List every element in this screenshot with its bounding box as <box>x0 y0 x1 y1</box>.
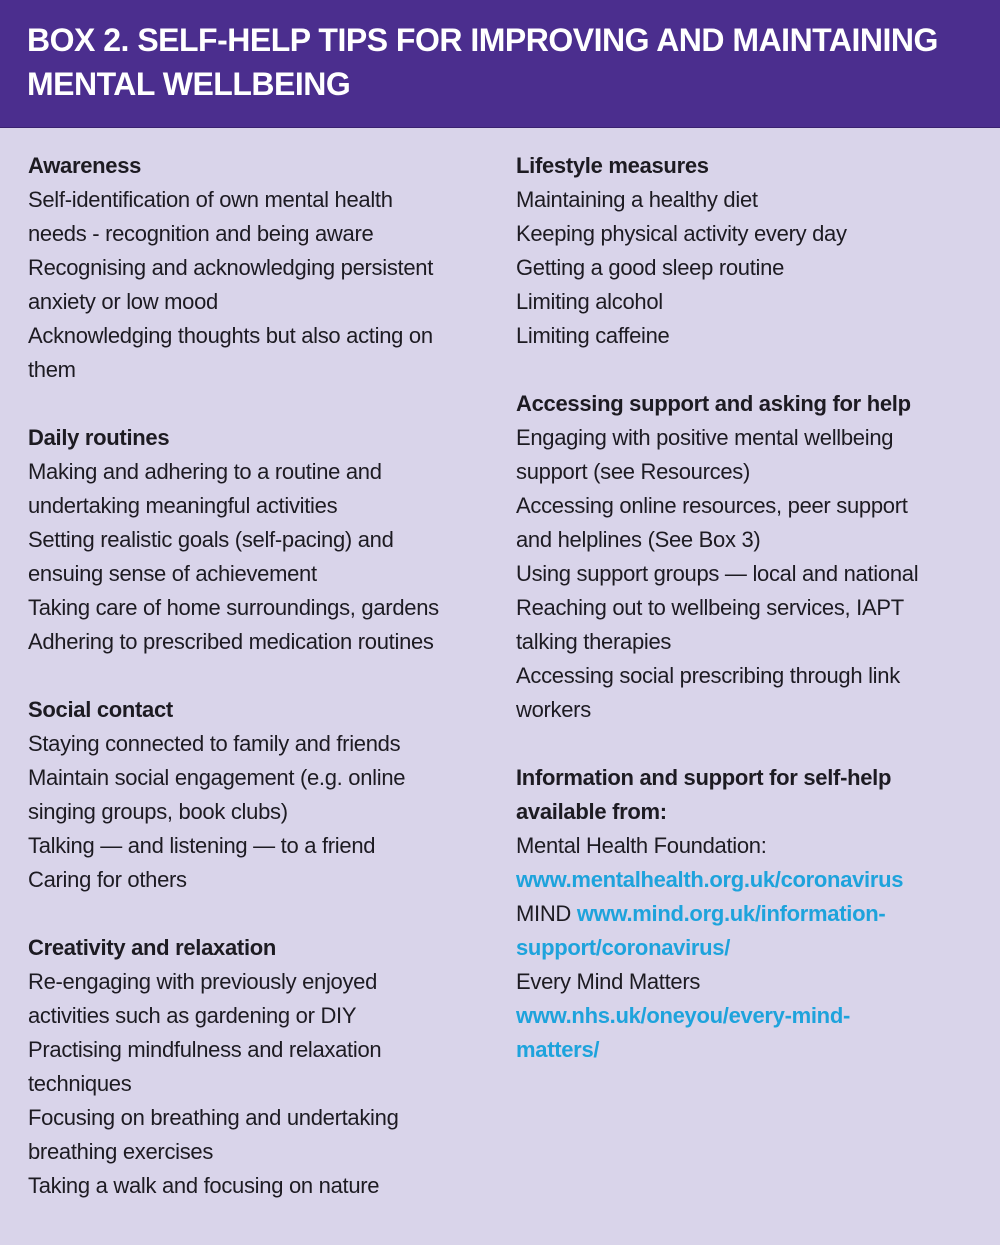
section-heading: Creativity and relaxation <box>28 935 277 960</box>
list-item <box>516 659 986 727</box>
list-item <box>516 285 986 319</box>
section <box>28 149 498 387</box>
info-line <box>516 1033 986 1067</box>
info-line <box>516 829 986 863</box>
info-line <box>516 863 986 897</box>
info-line <box>516 897 986 931</box>
list-item <box>28 863 498 897</box>
list-item-line: Maintaining a healthy diet <box>516 187 758 212</box>
list-item <box>28 727 498 761</box>
list-item-line: Adhering to prescribed medication routines <box>28 629 434 654</box>
list-item <box>516 217 986 251</box>
list-item-line: them <box>28 357 76 382</box>
info-line <box>516 999 986 1033</box>
resource-link[interactable]: www.mind.org.uk/information- <box>576 901 886 926</box>
list-item-line: Self-identification of own mental health <box>28 187 393 212</box>
list-item <box>516 319 986 353</box>
list-item-line: Maintain social engagement (e.g. online <box>28 765 406 790</box>
resource-link[interactable]: www.nhs.uk/oneyou/every-mind- <box>516 1003 850 1028</box>
list-item-line: ensuing sense of achievement <box>28 561 317 586</box>
list-item <box>28 523 498 591</box>
list-item-line: undertaking meaningful activities <box>28 493 338 518</box>
info-text: Mental Health Foundation: <box>516 833 767 858</box>
list-item-line: Staying connected to family and friends <box>28 731 401 756</box>
resource-link[interactable]: support/coronavirus/ <box>516 935 731 960</box>
box-title <box>27 18 987 106</box>
section-heading: Awareness <box>28 153 142 178</box>
list-item <box>516 557 986 591</box>
list-item-line: anxiety or low mood <box>28 289 218 314</box>
list-item <box>28 965 498 1033</box>
list-item-line: Re-engaging with previously enjoyed <box>28 969 378 994</box>
list-item-line: Practising mindfulness and relaxation <box>28 1037 382 1062</box>
list-item-line: talking therapies <box>516 629 672 654</box>
section-heading: Information and support for self-help <box>516 765 892 790</box>
list-item-line: Reaching out to wellbeing services, IAPT <box>516 595 904 620</box>
list-item <box>516 591 986 659</box>
list-item-line: Focusing on breathing and undertaking <box>28 1105 399 1130</box>
list-item-line: Taking a walk and focusing on nature <box>28 1173 380 1198</box>
list-item <box>516 489 986 557</box>
section-heading: Social contact <box>28 697 173 722</box>
section <box>516 149 986 353</box>
list-item <box>28 319 498 387</box>
info-text: MIND <box>516 901 577 926</box>
list-item-line: Talking — and listening — to a friend <box>28 833 376 858</box>
resource-link[interactable]: www.mentalhealth.org.uk/coronavirus <box>516 867 904 892</box>
section-heading: available from: <box>516 799 667 824</box>
list-item-line: support (see Resources) <box>516 459 750 484</box>
info-section <box>516 761 986 1067</box>
list-item <box>516 421 986 489</box>
right-column <box>516 149 986 1101</box>
list-item-line: Taking care of home surroundings, gardens <box>28 595 439 620</box>
section-heading: Lifestyle measures <box>516 153 709 178</box>
list-item <box>28 251 498 319</box>
list-item-line: Using support groups — local and national <box>516 561 919 586</box>
list-item-line: breathing exercises <box>28 1139 214 1164</box>
title-line: MENTAL WELLBEING <box>27 66 351 102</box>
list-item <box>28 1101 498 1169</box>
title-line: BOX 2. SELF-HELP TIPS FOR IMPROVING AND MAINTAINING <box>27 22 938 58</box>
list-item <box>28 829 498 863</box>
list-item-line: Setting realistic goals (self-pacing) and <box>28 527 394 552</box>
list-item-line: Accessing social prescribing through link <box>516 663 900 688</box>
list-item-line: activities such as gardening or DIY <box>28 1003 357 1028</box>
list-item-line: Recognising and acknowledging persistent <box>28 255 434 280</box>
resource-link[interactable]: matters/ <box>516 1037 600 1062</box>
list-item-line: Keeping physical activity every day <box>516 221 847 246</box>
list-item-line: and helplines (See Box 3) <box>516 527 761 552</box>
box-header <box>0 0 1000 128</box>
section-heading: Daily routines <box>28 425 170 450</box>
list-item-line: techniques <box>28 1071 132 1096</box>
section-heading: Accessing support and asking for help <box>516 391 911 416</box>
section <box>28 421 498 659</box>
list-item-line: needs - recognition and being aware <box>28 221 374 246</box>
list-item <box>28 591 498 625</box>
list-item-line: Engaging with positive mental wellbeing <box>516 425 894 450</box>
list-item-line: Limiting alcohol <box>516 289 663 314</box>
list-item-line: Caring for others <box>28 867 187 892</box>
list-item-line: Making and adhering to a routine and <box>28 459 382 484</box>
list-item-line: Getting a good sleep routine <box>516 255 785 280</box>
list-item-line: Accessing online resources, peer support <box>516 493 908 518</box>
list-item-line: Limiting caffeine <box>516 323 670 348</box>
list-item-line: workers <box>516 697 591 722</box>
list-item <box>28 1169 498 1203</box>
list-item-line: Acknowledging thoughts but also acting on <box>28 323 433 348</box>
section <box>516 387 986 727</box>
list-item <box>516 183 986 217</box>
section <box>28 931 498 1203</box>
list-item <box>28 455 498 523</box>
list-item-line: singing groups, book clubs) <box>28 799 288 824</box>
section <box>28 693 498 897</box>
list-item <box>516 251 986 285</box>
list-item <box>28 1033 498 1101</box>
info-text: Every Mind Matters <box>516 969 701 994</box>
list-item <box>28 183 498 251</box>
list-item <box>28 625 498 659</box>
info-line <box>516 965 986 999</box>
info-line <box>516 931 986 965</box>
left-column <box>28 149 498 1237</box>
list-item <box>28 761 498 829</box>
